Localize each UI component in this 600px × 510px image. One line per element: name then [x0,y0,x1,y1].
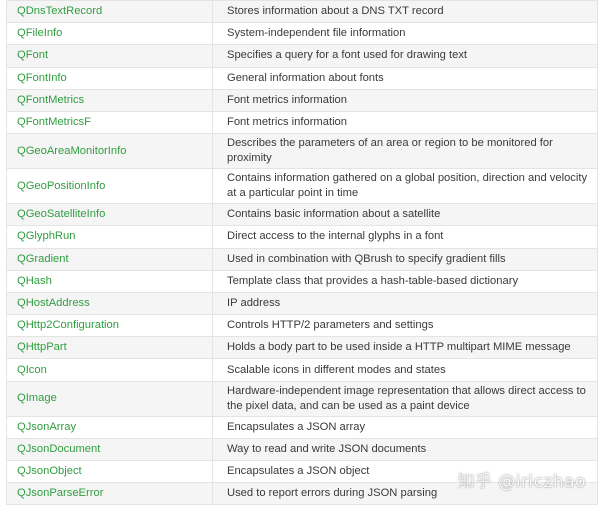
class-description: Encapsulates a JSON array [213,416,598,438]
class-link[interactable]: QHostAddress [17,296,90,309]
table-row [7,1,598,23]
class-description: Controls HTTP/2 parameters and settings [213,315,598,337]
class-description: Scalable icons in different modes and states [213,359,598,381]
class-link[interactable]: QFontMetricsF [17,116,91,129]
class-name-cell [7,416,213,438]
class-name-cell [7,45,213,67]
class-description: Font metrics information [213,111,598,133]
class-description: Describes the parameters of an area or region to be monitored for proximity [213,134,598,169]
class-description: Encapsulates a JSON object [213,461,598,483]
table-row [7,416,598,438]
class-name-cell [7,226,213,248]
class-link[interactable]: QJsonArray [17,420,77,433]
class-link[interactable]: QHash [17,274,52,287]
class-name-cell [7,337,213,359]
table-row [7,204,598,226]
class-description: Contains basic information about a satellite [213,204,598,226]
table-row [7,23,598,45]
table-row [7,270,598,292]
table-row [7,111,598,133]
class-table [6,0,598,505]
class-link[interactable]: QGeoAreaMonitorInfo [17,144,127,157]
class-name-cell [7,1,213,23]
class-name-cell [7,248,213,270]
class-description: System-independent file information [213,23,598,45]
class-description: Direct access to the internal glyphs in a font [213,226,598,248]
class-name-cell [7,359,213,381]
class-description: Stores information about a DNS TXT record [213,1,598,23]
class-description: Font metrics information [213,89,598,111]
class-link[interactable]: QImage [17,392,57,405]
class-name-cell [7,23,213,45]
class-name-cell [7,134,213,169]
table-row [7,359,598,381]
class-link[interactable]: QFont [17,49,49,62]
class-name-cell [7,438,213,460]
class-link[interactable]: QGlyphRun [17,230,76,243]
class-table-container [6,0,598,505]
class-description: Holds a body part to be used inside a HTTP multipart MIME message [213,337,598,359]
table-row [7,67,598,89]
class-link[interactable]: QHttpPart [17,341,67,354]
class-link[interactable]: QDnsTextRecord [17,5,103,18]
class-link[interactable]: QIcon [17,363,47,376]
table-row [7,337,598,359]
class-name-cell [7,461,213,483]
table-row [7,89,598,111]
class-description: IP address [213,292,598,314]
table-row [7,381,598,416]
table-row [7,169,598,204]
class-link[interactable]: QJsonParseError [17,487,104,500]
class-link[interactable]: QGeoPositionInfo [17,179,106,192]
class-description: Used to report errors during JSON parsing [213,483,598,505]
class-name-cell [7,89,213,111]
class-link[interactable]: QJsonObject [17,465,82,478]
class-name-cell [7,111,213,133]
table-row [7,292,598,314]
class-name-cell [7,315,213,337]
class-link[interactable]: QFontInfo [17,71,67,84]
class-link[interactable]: QGradient [17,252,69,265]
class-link[interactable]: QGeoSatelliteInfo [17,208,106,221]
table-row [7,134,598,169]
table-row [7,226,598,248]
class-name-cell [7,204,213,226]
class-name-cell [7,292,213,314]
watermark: 知乎 @iriczhao [457,472,586,492]
class-name-cell [7,483,213,505]
class-description: Way to read and write JSON documents [213,438,598,460]
class-description: Hardware-independent image representation that allows direct access to the pixel data, and can be used as a paint device [213,381,598,416]
class-name-cell [7,67,213,89]
class-description: General information about fonts [213,67,598,89]
class-link[interactable]: QFileInfo [17,27,63,40]
class-description: Template class that provides a hash-table-based dictionary [213,270,598,292]
class-link[interactable]: QJsonDocument [17,442,101,455]
table-row [7,438,598,460]
class-name-cell [7,381,213,416]
table-row [7,248,598,270]
class-link[interactable]: QHttp2Configuration [17,319,119,332]
class-description: Contains information gathered on a global position, direction and velocity at a particular point in time [213,169,598,204]
class-link[interactable]: QFontMetrics [17,93,85,106]
table-row [7,45,598,67]
table-row [7,315,598,337]
class-description: Used in combination with QBrush to specify gradient fills [213,248,598,270]
class-description: Specifies a query for a font used for drawing text [213,45,598,67]
class-name-cell [7,169,213,204]
class-name-cell [7,270,213,292]
